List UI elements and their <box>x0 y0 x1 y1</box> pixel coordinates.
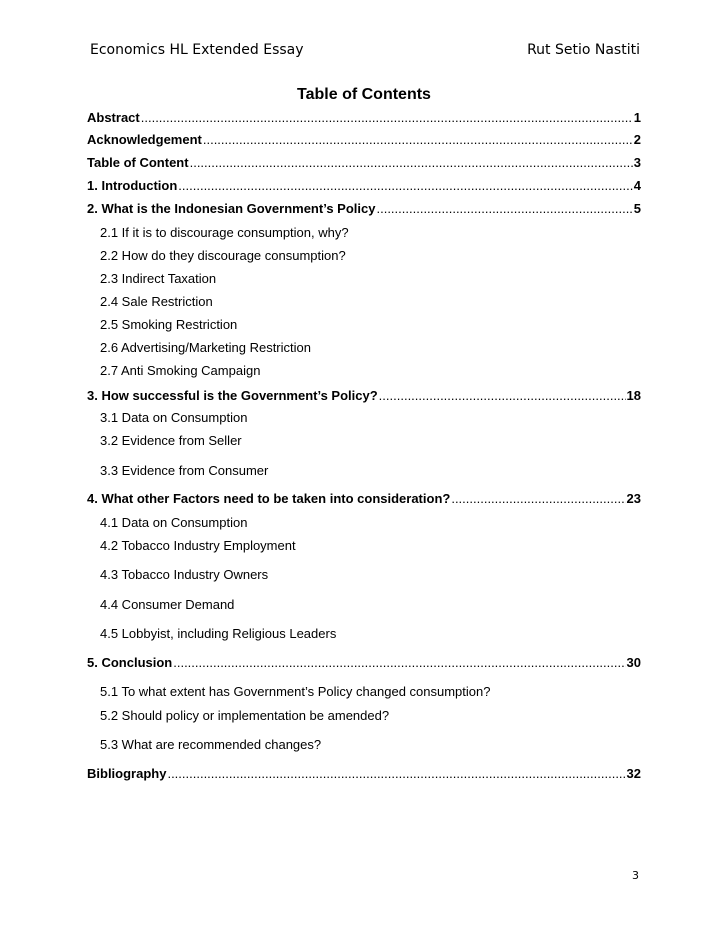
toc-entry-page: 30 <box>626 655 641 670</box>
toc-subentry: 3.2 Evidence from Seller <box>100 433 242 448</box>
toc-entry-label: Acknowledgement <box>87 132 202 147</box>
toc-entry-label: 1. Introduction <box>87 178 178 193</box>
toc-subentry: 2.7 Anti Smoking Campaign <box>100 363 261 378</box>
toc-entry-label: 2. What is the Indonesian Government’s Policy <box>87 201 376 216</box>
toc-entry-label: 3. How successful is the Government’s Policy? <box>87 388 378 403</box>
toc-entry-section-2 <box>87 201 641 216</box>
toc-entry-bibliography <box>87 766 641 781</box>
toc-entry-label: Table of Content <box>87 155 189 170</box>
toc-subentry: 2.4 Sale Restriction <box>100 294 213 309</box>
dot-leader <box>379 388 626 403</box>
toc-entry-introduction <box>87 178 641 193</box>
header-essay-title: Economics HL Extended Essay <box>90 42 304 58</box>
toc-subentry: 4.3 Tobacco Industry Owners <box>100 567 269 582</box>
toc-subentry: 2.1 If it is to discourage consumption, why? <box>100 225 349 240</box>
page-title: Table of Contents <box>297 86 431 103</box>
dot-leader <box>451 491 625 506</box>
page-number: 3 <box>632 869 639 882</box>
page-header <box>90 42 640 66</box>
toc-subentry: 4.4 Consumer Demand <box>100 597 235 612</box>
toc-subentry: 3.3 Evidence from Consumer <box>100 463 269 478</box>
toc-subentry: 5.2 Should policy or implementation be amended? <box>100 708 390 723</box>
toc-subentry: 2.5 Smoking Restriction <box>100 317 238 332</box>
dot-leader <box>167 766 625 781</box>
toc-subentry: 4.5 Lobbyist, including Religious Leaders <box>100 626 337 641</box>
toc-subentry: 4.2 Tobacco Industry Employment <box>100 538 296 553</box>
toc-subentry: 5.1 To what extent has Government’s Policy changed consumption? <box>100 684 491 699</box>
toc-entry-label: 5. Conclusion <box>87 655 173 670</box>
toc-entry-page: 5 <box>633 201 641 216</box>
toc-entry-label: 4. What other Factors need to be taken into consideration? <box>87 491 451 506</box>
toc-entry-page: 1 <box>633 110 641 125</box>
toc-subentry: 2.3 Indirect Taxation <box>100 271 217 286</box>
header-author: Rut Setio Nastiti <box>527 42 640 58</box>
toc-subentry: 2.6 Advertising/Marketing Restriction <box>100 340 311 355</box>
dot-leader <box>141 110 633 125</box>
toc-subentry: 2.2 How do they discourage consumption? <box>100 248 346 263</box>
toc-subentry: 3.1 Data on Consumption <box>100 410 248 425</box>
dot-leader <box>376 201 632 216</box>
toc-entry-section-3 <box>87 388 641 403</box>
toc-subentry: 4.1 Data on Consumption <box>100 515 248 530</box>
toc-entry-label: Bibliography <box>87 766 167 781</box>
toc-entry-acknowledgement <box>87 132 641 147</box>
toc-entry-page: 3 <box>633 155 641 170</box>
dot-leader <box>173 655 625 670</box>
dot-leader <box>203 132 633 147</box>
toc-entry-label: Abstract <box>87 110 140 125</box>
toc-entry-conclusion <box>87 655 641 670</box>
toc-subentry: 5.3 What are recommended changes? <box>100 737 322 752</box>
dot-leader <box>190 155 633 170</box>
toc-entry-abstract <box>87 110 641 125</box>
toc-entry-page: 2 <box>633 132 641 147</box>
toc-entry-section-4 <box>87 491 641 506</box>
toc-entry-page: 4 <box>633 178 641 193</box>
toc-entry-page: 18 <box>626 388 641 403</box>
toc-entry-table-of-content <box>87 155 641 170</box>
toc-entry-page: 23 <box>626 491 641 506</box>
dot-leader <box>178 178 632 193</box>
toc-entry-page: 32 <box>626 766 641 781</box>
